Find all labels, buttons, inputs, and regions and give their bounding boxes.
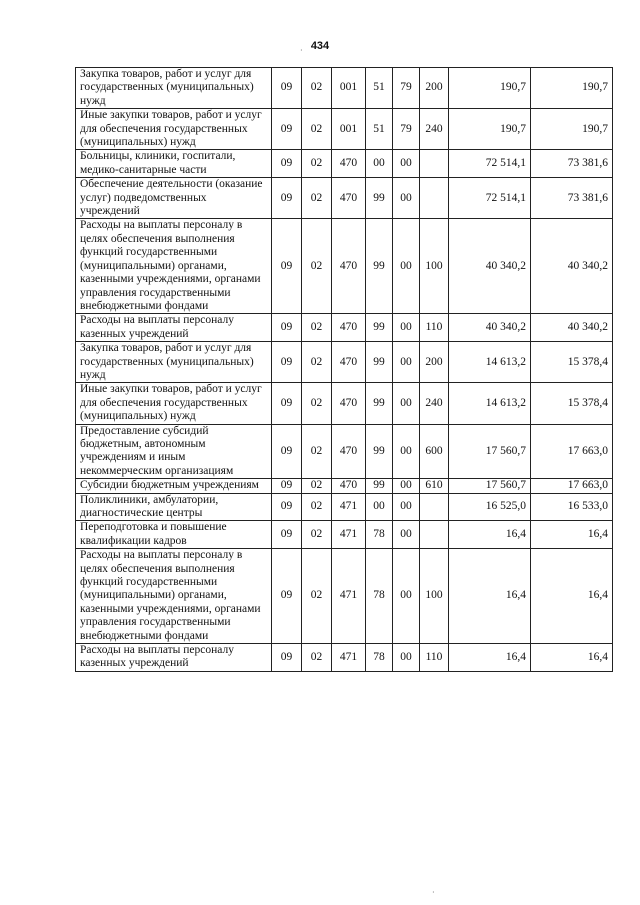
subsection-code: 02 bbox=[302, 644, 332, 672]
amount-year-2: 73 381,6 bbox=[531, 178, 613, 219]
target-article-code-1: 470 bbox=[332, 219, 366, 314]
expense-type-code: 240 bbox=[420, 109, 449, 150]
amount-year-1: 17 560,7 bbox=[449, 424, 531, 479]
amount-year-2: 16,4 bbox=[531, 521, 613, 549]
table-row bbox=[76, 479, 613, 493]
subsection-code: 02 bbox=[302, 219, 332, 314]
table-row bbox=[76, 219, 613, 314]
target-article-code-2: 99 bbox=[366, 342, 393, 383]
row-name: Обеспечение деятельности (оказание услуг) подведомственных учреждений bbox=[76, 178, 272, 219]
section-code: 09 bbox=[272, 178, 302, 219]
amount-year-1: 16,4 bbox=[449, 549, 531, 644]
expense-type-code: 240 bbox=[420, 383, 449, 424]
expense-type-code bbox=[420, 493, 449, 521]
expense-type-code bbox=[420, 521, 449, 549]
expense-type-code bbox=[420, 150, 449, 178]
table-row bbox=[76, 342, 613, 383]
row-name: Закупка товаров, работ и услуг для государственных (муниципальных) нужд bbox=[76, 68, 272, 109]
target-article-code-1: 470 bbox=[332, 150, 366, 178]
expense-type-code: 200 bbox=[420, 68, 449, 109]
table-row bbox=[76, 493, 613, 521]
row-name: Переподготовка и повышение квалификации кадров bbox=[76, 521, 272, 549]
subsection-code: 02 bbox=[302, 342, 332, 383]
amount-year-2: 16,4 bbox=[531, 549, 613, 644]
table-row bbox=[76, 549, 613, 644]
row-name: Расходы на выплаты персоналу казенных учреждений bbox=[76, 644, 272, 672]
table-row bbox=[76, 178, 613, 219]
amount-year-1: 14 613,2 bbox=[449, 342, 531, 383]
table-row bbox=[76, 383, 613, 424]
subsection-code: 02 bbox=[302, 521, 332, 549]
subsection-code: 02 bbox=[302, 383, 332, 424]
subsection-code: 02 bbox=[302, 424, 332, 479]
target-article-code-1: 471 bbox=[332, 521, 366, 549]
amount-year-1: 72 514,1 bbox=[449, 178, 531, 219]
table-row bbox=[76, 150, 613, 178]
amount-year-1: 16,4 bbox=[449, 644, 531, 672]
expense-type-code: 100 bbox=[420, 549, 449, 644]
row-name: Иные закупки товаров, работ и услуг для обеспечения государственных (муниципальных) нужд bbox=[76, 109, 272, 150]
target-article-code-3: 00 bbox=[393, 150, 420, 178]
target-article-code-2: 99 bbox=[366, 219, 393, 314]
target-article-code-1: 470 bbox=[332, 314, 366, 342]
target-article-code-2: 00 bbox=[366, 150, 393, 178]
section-code: 09 bbox=[272, 521, 302, 549]
amount-year-2: 190,7 bbox=[531, 68, 613, 109]
subsection-code: 02 bbox=[302, 479, 332, 493]
target-article-code-2: 51 bbox=[366, 68, 393, 109]
section-code: 09 bbox=[272, 383, 302, 424]
amount-year-2: 40 340,2 bbox=[531, 314, 613, 342]
subsection-code: 02 bbox=[302, 178, 332, 219]
row-name: Иные закупки товаров, работ и услуг для обеспечения государственных (муниципальных) нужд bbox=[76, 383, 272, 424]
target-article-code-3: 00 bbox=[393, 314, 420, 342]
table-row bbox=[76, 314, 613, 342]
amount-year-2: 15 378,4 bbox=[531, 342, 613, 383]
target-article-code-1: 470 bbox=[332, 383, 366, 424]
target-article-code-1: 470 bbox=[332, 178, 366, 219]
page-number: 434 bbox=[310, 40, 330, 52]
target-article-code-3: 00 bbox=[393, 549, 420, 644]
target-article-code-2: 99 bbox=[366, 178, 393, 219]
amount-year-1: 190,7 bbox=[449, 68, 531, 109]
target-article-code-2: 99 bbox=[366, 314, 393, 342]
row-name: Предоставление субсидий бюджетным, автономным учреждениям и иным некоммерческим организациям bbox=[76, 424, 272, 479]
expense-type-code: 200 bbox=[420, 342, 449, 383]
table-row bbox=[76, 521, 613, 549]
target-article-code-1: 471 bbox=[332, 549, 366, 644]
target-article-code-3: 79 bbox=[393, 109, 420, 150]
amount-year-2: 190,7 bbox=[531, 109, 613, 150]
target-article-code-3: 00 bbox=[393, 424, 420, 479]
target-article-code-2: 78 bbox=[366, 521, 393, 549]
target-article-code-3: 00 bbox=[393, 521, 420, 549]
section-code: 09 bbox=[272, 314, 302, 342]
target-article-code-1: 470 bbox=[332, 424, 366, 479]
section-code: 09 bbox=[272, 68, 302, 109]
row-name: Больницы, клиники, госпитали, медико-санитарные части bbox=[76, 150, 272, 178]
target-article-code-3: 00 bbox=[393, 493, 420, 521]
table-row bbox=[76, 644, 613, 672]
amount-year-1: 40 340,2 bbox=[449, 219, 531, 314]
expense-type-code: 110 bbox=[420, 314, 449, 342]
target-article-code-1: 471 bbox=[332, 493, 366, 521]
section-code: 09 bbox=[272, 424, 302, 479]
target-article-code-3: 00 bbox=[393, 178, 420, 219]
amount-year-1: 16,4 bbox=[449, 521, 531, 549]
expense-type-code: 110 bbox=[420, 644, 449, 672]
amount-year-2: 16,4 bbox=[531, 644, 613, 672]
row-name: Расходы на выплаты персоналу в целях обеспечения выполнения функций государственными (муниципальными) органами, казенными учреждениями, органами управления государственными внебюджетными фондами bbox=[76, 549, 272, 644]
target-article-code-2: 51 bbox=[366, 109, 393, 150]
section-code: 09 bbox=[272, 219, 302, 314]
section-code: 09 bbox=[272, 109, 302, 150]
target-article-code-1: 470 bbox=[332, 342, 366, 383]
amount-year-1: 72 514,1 bbox=[449, 150, 531, 178]
section-code: 09 bbox=[272, 644, 302, 672]
amount-year-2: 73 381,6 bbox=[531, 150, 613, 178]
expense-type-code: 100 bbox=[420, 219, 449, 314]
section-code: 09 bbox=[272, 150, 302, 178]
row-name: Закупка товаров, работ и услуг для государственных (муниципальных) нужд bbox=[76, 342, 272, 383]
target-article-code-2: 99 bbox=[366, 383, 393, 424]
subsection-code: 02 bbox=[302, 68, 332, 109]
subsection-code: 02 bbox=[302, 109, 332, 150]
amount-year-2: 17 663,0 bbox=[531, 424, 613, 479]
target-article-code-3: 00 bbox=[393, 219, 420, 314]
section-code: 09 bbox=[272, 549, 302, 644]
target-article-code-1: 001 bbox=[332, 109, 366, 150]
section-code: 09 bbox=[272, 493, 302, 521]
expense-type-code: 600 bbox=[420, 424, 449, 479]
amount-year-1: 16 525,0 bbox=[449, 493, 531, 521]
amount-year-1: 17 560,7 bbox=[449, 479, 531, 493]
expense-type-code: 610 bbox=[420, 479, 449, 493]
target-article-code-3: 00 bbox=[393, 479, 420, 493]
row-name: Поликлиники, амбулатории, диагностические центры bbox=[76, 493, 272, 521]
amount-year-2: 15 378,4 bbox=[531, 383, 613, 424]
amount-year-1: 40 340,2 bbox=[449, 314, 531, 342]
section-code: 09 bbox=[272, 342, 302, 383]
subsection-code: 02 bbox=[302, 493, 332, 521]
target-article-code-3: 79 bbox=[393, 68, 420, 109]
amount-year-2: 17 663,0 bbox=[531, 479, 613, 493]
target-article-code-2: 78 bbox=[366, 644, 393, 672]
amount-year-2: 40 340,2 bbox=[531, 219, 613, 314]
table-row bbox=[76, 109, 613, 150]
target-article-code-3: 00 bbox=[393, 383, 420, 424]
section-code: 09 bbox=[272, 479, 302, 493]
target-article-code-3: 00 bbox=[393, 342, 420, 383]
expense-type-code bbox=[420, 178, 449, 219]
row-name: Расходы на выплаты персоналу казенных учреждений bbox=[76, 314, 272, 342]
subsection-code: 02 bbox=[302, 150, 332, 178]
target-article-code-2: 78 bbox=[366, 549, 393, 644]
amount-year-1: 14 613,2 bbox=[449, 383, 531, 424]
target-article-code-2: 99 bbox=[366, 479, 393, 493]
budget-table bbox=[75, 67, 613, 672]
table-row bbox=[76, 68, 613, 109]
amount-year-2: 16 533,0 bbox=[531, 493, 613, 521]
target-article-code-1: 001 bbox=[332, 68, 366, 109]
amount-year-1: 190,7 bbox=[449, 109, 531, 150]
target-article-code-3: 00 bbox=[393, 644, 420, 672]
target-article-code-2: 99 bbox=[366, 424, 393, 479]
row-name: Субсидии бюджетным учреждениям bbox=[76, 479, 272, 493]
subsection-code: 02 bbox=[302, 549, 332, 644]
row-name: Расходы на выплаты персоналу в целях обеспечения выполнения функций государственными (муниципальными) органами, казенными учреждениями, органами управления государственными внебюджетными фондами bbox=[76, 219, 272, 314]
footer-mark: · bbox=[432, 888, 435, 897]
target-article-code-1: 471 bbox=[332, 644, 366, 672]
subsection-code: 02 bbox=[302, 314, 332, 342]
target-article-code-2: 00 bbox=[366, 493, 393, 521]
target-article-code-1: 470 bbox=[332, 479, 366, 493]
table-row bbox=[76, 424, 613, 479]
page-mark: · bbox=[300, 46, 303, 55]
